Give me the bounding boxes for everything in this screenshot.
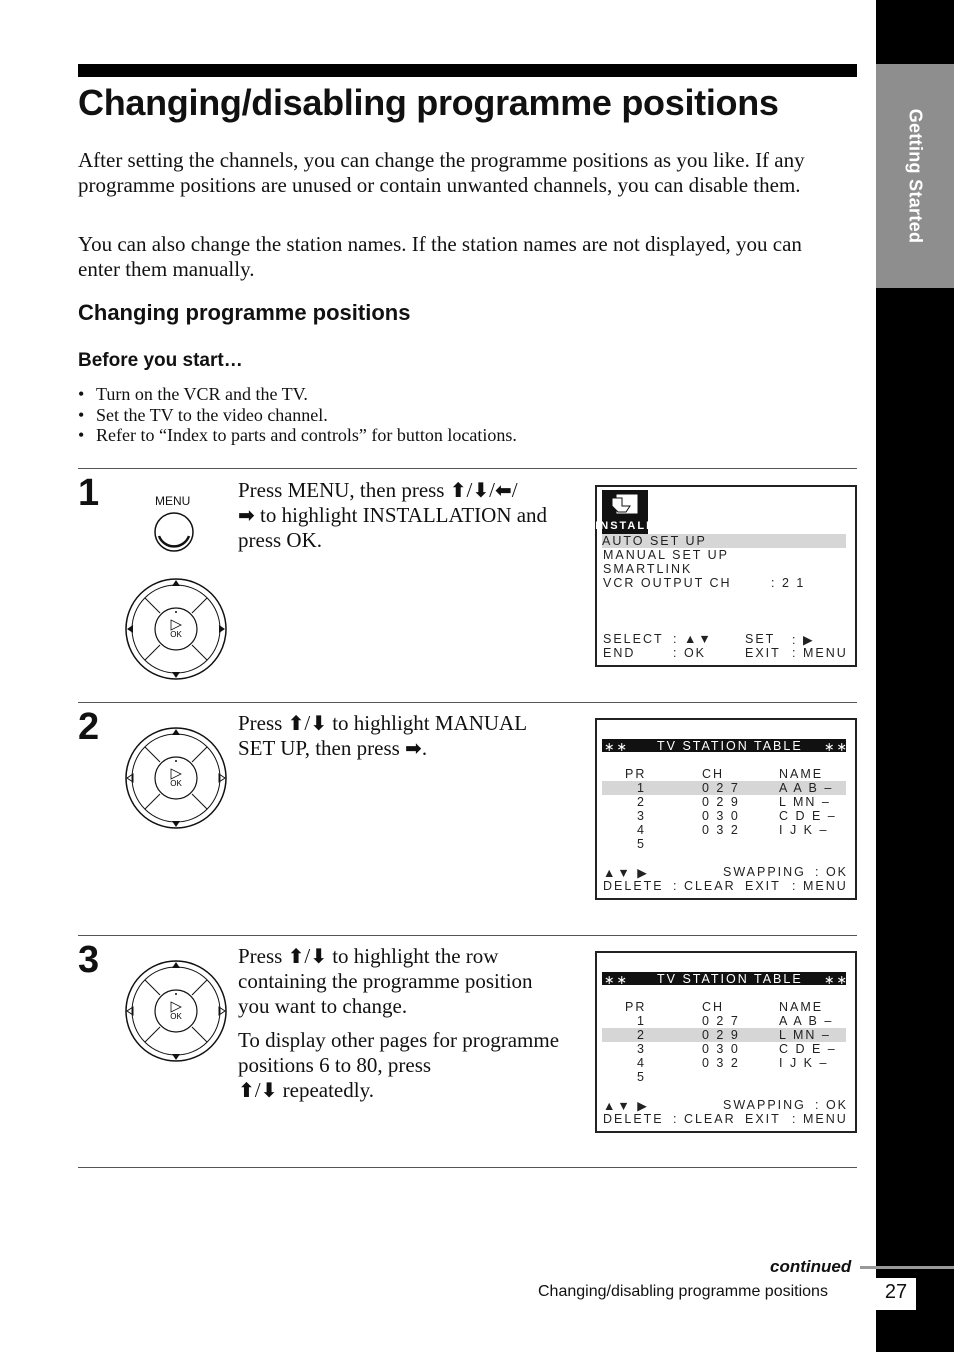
osd-cell: L MN – (779, 1028, 831, 1042)
step-instruction: Press ⬆/⬇ to highlight the row containing the programme position you want to change. To display other pages for programme positions 6 to 80, press ⬆/⬇ repeatedly. (238, 944, 560, 1102)
osd-hint: : MENU (792, 1112, 848, 1126)
section-heading: Changing programme positions (78, 300, 411, 325)
step-number: 1 (78, 472, 100, 514)
osd-cell: 2 (637, 795, 646, 809)
osd-hint: : OK (815, 1098, 849, 1112)
osd-cell: 0 3 0 (702, 809, 740, 823)
step-number: 2 (78, 706, 100, 748)
subheading: Before you start… (78, 350, 243, 371)
dpad-icon (124, 959, 228, 1063)
divider (78, 702, 857, 703)
osd-cell: I J K – (779, 823, 829, 837)
osd-hint: DELETE (603, 879, 664, 893)
osd-stars: ∗∗ (604, 740, 629, 754)
osd-menu-item: SMARTLINK (603, 562, 693, 576)
osd-install-menu (595, 485, 857, 667)
osd-cell: 1 (637, 781, 646, 795)
bullet-item: • Turn on the VCR and the TV. (78, 384, 308, 404)
osd-hint: SET (745, 632, 776, 646)
osd-station-table (595, 718, 857, 900)
intro-paragraph: After setting the channels, you can change the programme positions as you like. If any programme positions are unused or contain unwanted channels, you can disable them. (78, 148, 805, 197)
osd-menu-item: VCR OUTPUT CH (603, 576, 732, 590)
osd-station-table (595, 951, 857, 1133)
continued-label: continued (770, 1257, 852, 1276)
osd-cell: I J K – (779, 1056, 829, 1070)
ok-label: OK (170, 779, 182, 788)
page-title: Changing/disabling programme positions (78, 82, 779, 123)
osd-hint: SELECT (603, 632, 664, 646)
osd-cell: 4 (637, 1056, 646, 1070)
osd-cell: 0 3 2 (702, 823, 740, 837)
osd-hint: EXIT (745, 1112, 781, 1126)
title-rule (78, 64, 857, 77)
osd-hint: END (603, 646, 636, 660)
osd-col-header: CH (702, 1000, 725, 1014)
osd-stars: ∗∗ (604, 973, 629, 987)
osd-stars: ∗∗ (824, 740, 849, 754)
install-label: INSTALL (595, 520, 655, 532)
osd-cell: C D E – (779, 1042, 837, 1056)
osd-hint: SWAPPING (723, 865, 806, 879)
running-footer: Changing/disabling programme positions (538, 1283, 828, 1300)
section-tab-text (876, 64, 954, 288)
osd-cell: 4 (637, 823, 646, 837)
osd-hint: SWAPPING (723, 1098, 806, 1112)
osd-col-header: CH (702, 767, 725, 781)
bullet-item: • Set the TV to the video channel. (78, 405, 328, 425)
osd-hint: DELETE (603, 1112, 664, 1126)
osd-stars: ∗∗ (824, 973, 849, 987)
osd-cell: 0 3 2 (702, 1056, 740, 1070)
step-instruction: Press MENU, then press ⬆/⬇/⬅/ ➡ to highlight INSTALLATION and press OK. (238, 478, 548, 552)
install-icon (595, 490, 655, 534)
osd-hint: : MENU (792, 879, 848, 893)
osd-table-title: TV STATION TABLE (657, 972, 803, 986)
step-number: 3 (78, 939, 100, 981)
bullet-item: • Refer to “Index to parts and controls” for button locations. (78, 425, 517, 445)
osd-cell: 2 (637, 1028, 646, 1042)
menu-button-icon (154, 512, 194, 552)
osd-hint: : OK (673, 646, 707, 660)
divider (78, 935, 857, 936)
section-tab-label: Getting Started (905, 108, 926, 244)
osd-cell: 5 (637, 837, 646, 851)
ok-label: OK (170, 1012, 182, 1021)
divider (78, 1167, 857, 1168)
osd-cell: 0 2 7 (702, 1014, 740, 1028)
right-arrow-icon: ➡ (405, 736, 422, 760)
ok-label: OK (170, 630, 182, 639)
osd-cell: 0 2 7 (702, 781, 740, 795)
osd-col-header: NAME (779, 767, 824, 781)
left-arrow-icon: ⬅ (494, 478, 512, 502)
up-arrow-icon: ⬆ (449, 478, 467, 502)
osd-hint: : MENU (792, 646, 848, 660)
intro-paragraph: You can also change the station names. If the station names are not displayed, you can enter them manually. (78, 232, 802, 281)
osd-cell: 0 3 0 (702, 1042, 740, 1056)
down-arrow-icon: ⬇ (260, 1078, 278, 1102)
osd-cell: C D E – (779, 809, 837, 823)
up-arrow-icon: ⬆ (287, 711, 305, 735)
osd-cell: 0 2 9 (702, 1028, 740, 1042)
down-arrow-icon: ⬇ (310, 711, 327, 735)
osd-menu-item: MANUAL SET UP (603, 548, 730, 562)
osd-hint: ▲▼ ▶ (603, 866, 649, 880)
osd-hint: EXIT (745, 879, 781, 893)
down-arrow-icon: ⬇ (472, 478, 490, 502)
dpad-icon (124, 577, 228, 681)
osd-hint: : CLEAR (673, 1112, 736, 1126)
osd-table-title: TV STATION TABLE (657, 739, 803, 753)
step-instruction: Press ⬆/⬇ to highlight MANUAL SET UP, then press ➡. (238, 711, 527, 760)
page-number: 27 (884, 1281, 908, 1303)
up-arrow-icon: ⬆ (287, 944, 305, 968)
osd-cell: L MN – (779, 795, 831, 809)
osd-hint: EXIT (745, 646, 781, 660)
down-arrow-icon: ⬇ (310, 944, 327, 968)
osd-cell: 0 2 9 (702, 795, 740, 809)
osd-hint: ▲▼ ▶ (603, 1099, 649, 1113)
osd-hint: : OK (815, 865, 849, 879)
osd-cell: A A B – (779, 1014, 834, 1028)
right-arrow-icon: ➡ (238, 503, 255, 527)
osd-hint: : CLEAR (673, 879, 736, 893)
osd-col-header: PR (625, 767, 647, 781)
osd-col-header: PR (625, 1000, 647, 1014)
up-arrow-icon: ⬆ (238, 1078, 255, 1102)
osd-menu-item: AUTO SET UP (602, 534, 846, 548)
dpad-icon (124, 726, 228, 830)
osd-col-header: NAME (779, 1000, 824, 1014)
osd-cell: A A B – (779, 781, 834, 795)
osd-cell: 3 (637, 1042, 646, 1056)
osd-hint: : ▶ (792, 633, 815, 647)
menu-button-label: MENU (155, 494, 191, 508)
osd-cell: 3 (637, 809, 646, 823)
footer-rule (860, 1266, 954, 1269)
divider (78, 468, 857, 469)
osd-value: : 2 1 (771, 576, 806, 590)
osd-cell: 5 (637, 1070, 646, 1084)
osd-cell: 1 (637, 1014, 646, 1028)
osd-hint: : ▲▼ (673, 632, 713, 646)
